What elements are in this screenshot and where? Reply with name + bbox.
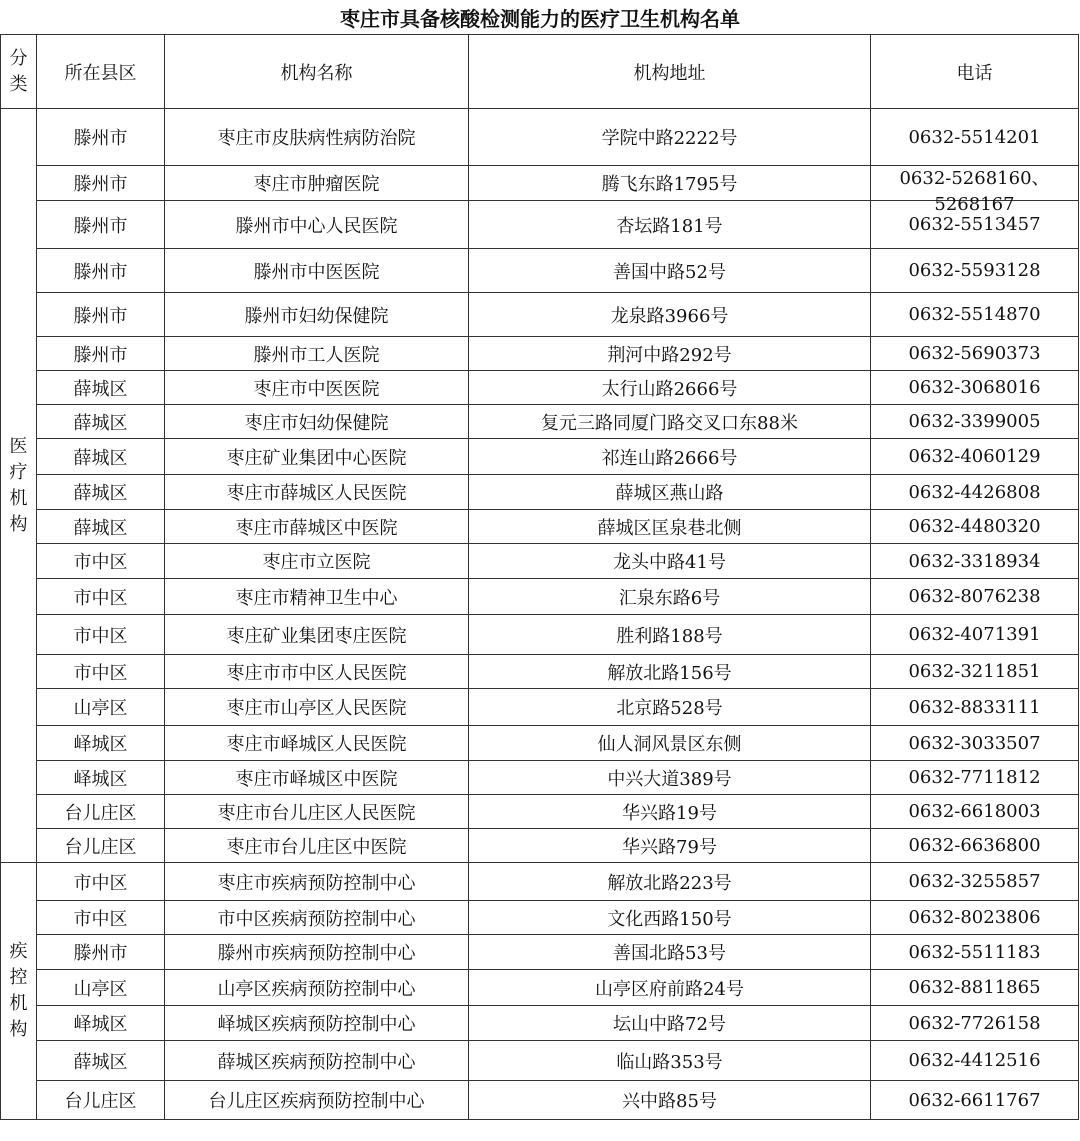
table-row	[1, 293, 1079, 337]
phone-cell: 0632-4426808	[871, 475, 1079, 510]
address-cell: 文化西路150号	[469, 901, 871, 935]
institution-name-cell: 枣庄市薛城区人民医院	[165, 475, 469, 510]
phone-cell: 0632-3211851	[871, 655, 1079, 689]
address-cell: 坛山中路72号	[469, 1006, 871, 1041]
phone-cell: 0632-5513457	[871, 201, 1079, 249]
institution-name-cell: 枣庄矿业集团枣庄医院	[165, 615, 469, 655]
address-cell: 祁连山路2666号	[469, 439, 871, 475]
institution-name-cell: 滕州市疾病预防控制中心	[165, 935, 469, 970]
institution-name-cell: 枣庄市皮肤病性病防治院	[165, 109, 469, 166]
address-cell: 华兴路79号	[469, 829, 871, 863]
district-cell: 滕州市	[37, 166, 165, 201]
district-cell: 峄城区	[37, 1006, 165, 1041]
district-cell: 峄城区	[37, 761, 165, 795]
table-row	[1, 439, 1079, 475]
table-row	[1, 970, 1079, 1006]
address-cell: 山亭区府前路24号	[469, 970, 871, 1006]
header-category: 分类	[1, 35, 37, 109]
institution-table	[0, 34, 1079, 1120]
address-cell: 胜利路188号	[469, 615, 871, 655]
district-cell: 薛城区	[37, 405, 165, 439]
institution-name-cell: 枣庄市立医院	[165, 544, 469, 579]
district-cell: 滕州市	[37, 249, 165, 293]
phone-cell: 0632-8023806	[871, 901, 1079, 935]
institution-name-cell: 枣庄市妇幼保健院	[165, 405, 469, 439]
table-row	[1, 544, 1079, 579]
address-cell: 复元三路同厦门路交叉口东88米	[469, 405, 871, 439]
district-cell: 滕州市	[37, 109, 165, 166]
institution-name-cell: 枣庄市峄城区人民医院	[165, 726, 469, 761]
table-row	[1, 1006, 1079, 1041]
address-cell: 临山路353号	[469, 1041, 871, 1081]
table-row	[1, 201, 1079, 249]
table-row	[1, 371, 1079, 405]
phone-cell: 0632-5268160、5268167	[871, 166, 1079, 201]
document-title: 枣庄市具备核酸检测能力的医疗卫生机构名单	[340, 7, 740, 31]
institution-name-cell: 台儿庄区疾病预防控制中心	[165, 1081, 469, 1120]
district-cell: 山亭区	[37, 689, 165, 726]
phone-cell: 0632-3033507	[871, 726, 1079, 761]
phone-cell: 0632-5514201	[871, 109, 1079, 166]
district-cell: 薛城区	[37, 475, 165, 510]
phone-cell: 0632-3318934	[871, 544, 1079, 579]
table-row	[1, 935, 1079, 970]
district-cell: 市中区	[37, 615, 165, 655]
category-cell: 疾控机构	[1, 863, 37, 1120]
table-row	[1, 726, 1079, 761]
district-cell: 薛城区	[37, 439, 165, 475]
district-cell: 台儿庄区	[37, 829, 165, 863]
institution-name-cell: 滕州市中医医院	[165, 249, 469, 293]
table-row	[1, 795, 1079, 829]
table-row	[1, 475, 1079, 510]
district-cell: 峄城区	[37, 726, 165, 761]
district-cell: 薛城区	[37, 510, 165, 544]
district-cell: 薛城区	[37, 371, 165, 405]
phone-cell: 0632-5690373	[871, 337, 1079, 371]
phone-cell: 0632-5593128	[871, 249, 1079, 293]
address-cell: 仙人洞风景区东侧	[469, 726, 871, 761]
address-cell: 华兴路19号	[469, 795, 871, 829]
table-row	[1, 249, 1079, 293]
phone-cell: 0632-8076238	[871, 579, 1079, 615]
table-row	[1, 689, 1079, 726]
table-row	[1, 655, 1079, 689]
header-phone: 电话	[871, 35, 1079, 109]
table-row	[1, 1041, 1079, 1081]
district-cell: 滕州市	[37, 337, 165, 371]
phone-cell: 0632-8833111	[871, 689, 1079, 726]
institution-name-cell: 枣庄矿业集团中心医院	[165, 439, 469, 475]
header-name: 机构名称	[165, 35, 469, 109]
table-row	[1, 863, 1079, 901]
institution-name-cell: 枣庄市中医医院	[165, 371, 469, 405]
phone-cell: 0632-6618003	[871, 795, 1079, 829]
phone-cell: 0632-3399005	[871, 405, 1079, 439]
address-cell: 龙头中路41号	[469, 544, 871, 579]
table-row	[1, 510, 1079, 544]
district-cell: 市中区	[37, 579, 165, 615]
phone-cell: 0632-4480320	[871, 510, 1079, 544]
phone-cell: 0632-8811865	[871, 970, 1079, 1006]
table-row	[1, 761, 1079, 795]
institution-name-cell: 枣庄市疾病预防控制中心	[165, 863, 469, 901]
institution-name-cell: 滕州市妇幼保健院	[165, 293, 469, 337]
table-row	[1, 166, 1079, 201]
institution-name-cell: 枣庄市山亭区人民医院	[165, 689, 469, 726]
table-row	[1, 615, 1079, 655]
district-cell: 山亭区	[37, 970, 165, 1006]
address-cell: 北京路528号	[469, 689, 871, 726]
institution-name-cell: 枣庄市肿瘤医院	[165, 166, 469, 201]
phone-cell: 0632-3255857	[871, 863, 1079, 901]
district-cell: 市中区	[37, 655, 165, 689]
institution-name-cell: 市中区疾病预防控制中心	[165, 901, 469, 935]
district-cell: 薛城区	[37, 1041, 165, 1081]
district-cell: 台儿庄区	[37, 1081, 165, 1120]
address-cell: 解放北路156号	[469, 655, 871, 689]
table-row	[1, 829, 1079, 863]
phone-cell: 0632-6611767	[871, 1081, 1079, 1120]
phone-cell: 0632-3068016	[871, 371, 1079, 405]
phone-cell: 0632-7726158	[871, 1006, 1079, 1041]
category-cell: 医疗机构	[1, 109, 37, 863]
address-cell: 善国中路52号	[469, 249, 871, 293]
institution-name-cell: 枣庄市峄城区中医院	[165, 761, 469, 795]
district-cell: 市中区	[37, 544, 165, 579]
district-cell: 滕州市	[37, 935, 165, 970]
phone-cell: 0632-4412516	[871, 1041, 1079, 1081]
institution-name-cell: 枣庄市台儿庄区中医院	[165, 829, 469, 863]
address-cell: 中兴大道389号	[469, 761, 871, 795]
institution-name-cell: 滕州市工人医院	[165, 337, 469, 371]
district-cell: 台儿庄区	[37, 795, 165, 829]
district-cell: 市中区	[37, 901, 165, 935]
header-address: 机构地址	[469, 35, 871, 109]
district-cell: 滕州市	[37, 201, 165, 249]
address-cell: 腾飞东路1795号	[469, 166, 871, 201]
address-cell: 解放北路223号	[469, 863, 871, 901]
phone-cell: 0632-5511183	[871, 935, 1079, 970]
institution-name-cell: 峄城区疾病预防控制中心	[165, 1006, 469, 1041]
phone-cell: 0632-6636800	[871, 829, 1079, 863]
table-row	[1, 579, 1079, 615]
table-row	[1, 901, 1079, 935]
address-cell: 龙泉路3966号	[469, 293, 871, 337]
address-cell: 荆河中路292号	[469, 337, 871, 371]
institution-name-cell: 枣庄市市中区人民医院	[165, 655, 469, 689]
address-cell: 学院中路2222号	[469, 109, 871, 166]
institution-name-cell: 枣庄市精神卫生中心	[165, 579, 469, 615]
phone-cell: 0632-4060129	[871, 439, 1079, 475]
address-cell: 太行山路2666号	[469, 371, 871, 405]
table-row	[1, 109, 1079, 166]
address-cell: 杏坛路181号	[469, 201, 871, 249]
institution-name-cell: 枣庄市台儿庄区人民医院	[165, 795, 469, 829]
institution-name-cell: 滕州市中心人民医院	[165, 201, 469, 249]
institution-name-cell: 山亭区疾病预防控制中心	[165, 970, 469, 1006]
table-row	[1, 1081, 1079, 1120]
header-district: 所在县区	[37, 35, 165, 109]
institution-name-cell: 薛城区疾病预防控制中心	[165, 1041, 469, 1081]
phone-cell: 0632-5514870	[871, 293, 1079, 337]
address-cell: 薛城区匡泉巷北侧	[469, 510, 871, 544]
district-cell: 滕州市	[37, 293, 165, 337]
institution-name-cell: 枣庄市薛城区中医院	[165, 510, 469, 544]
address-cell: 汇泉东路6号	[469, 579, 871, 615]
address-cell: 兴中路85号	[469, 1081, 871, 1120]
address-cell: 薛城区燕山路	[469, 475, 871, 510]
phone-cell: 0632-4071391	[871, 615, 1079, 655]
table-row	[1, 405, 1079, 439]
table-row	[1, 337, 1079, 371]
district-cell: 市中区	[37, 863, 165, 901]
address-cell: 善国北路53号	[469, 935, 871, 970]
header-row	[1, 35, 1079, 109]
phone-cell: 0632-7711812	[871, 761, 1079, 795]
